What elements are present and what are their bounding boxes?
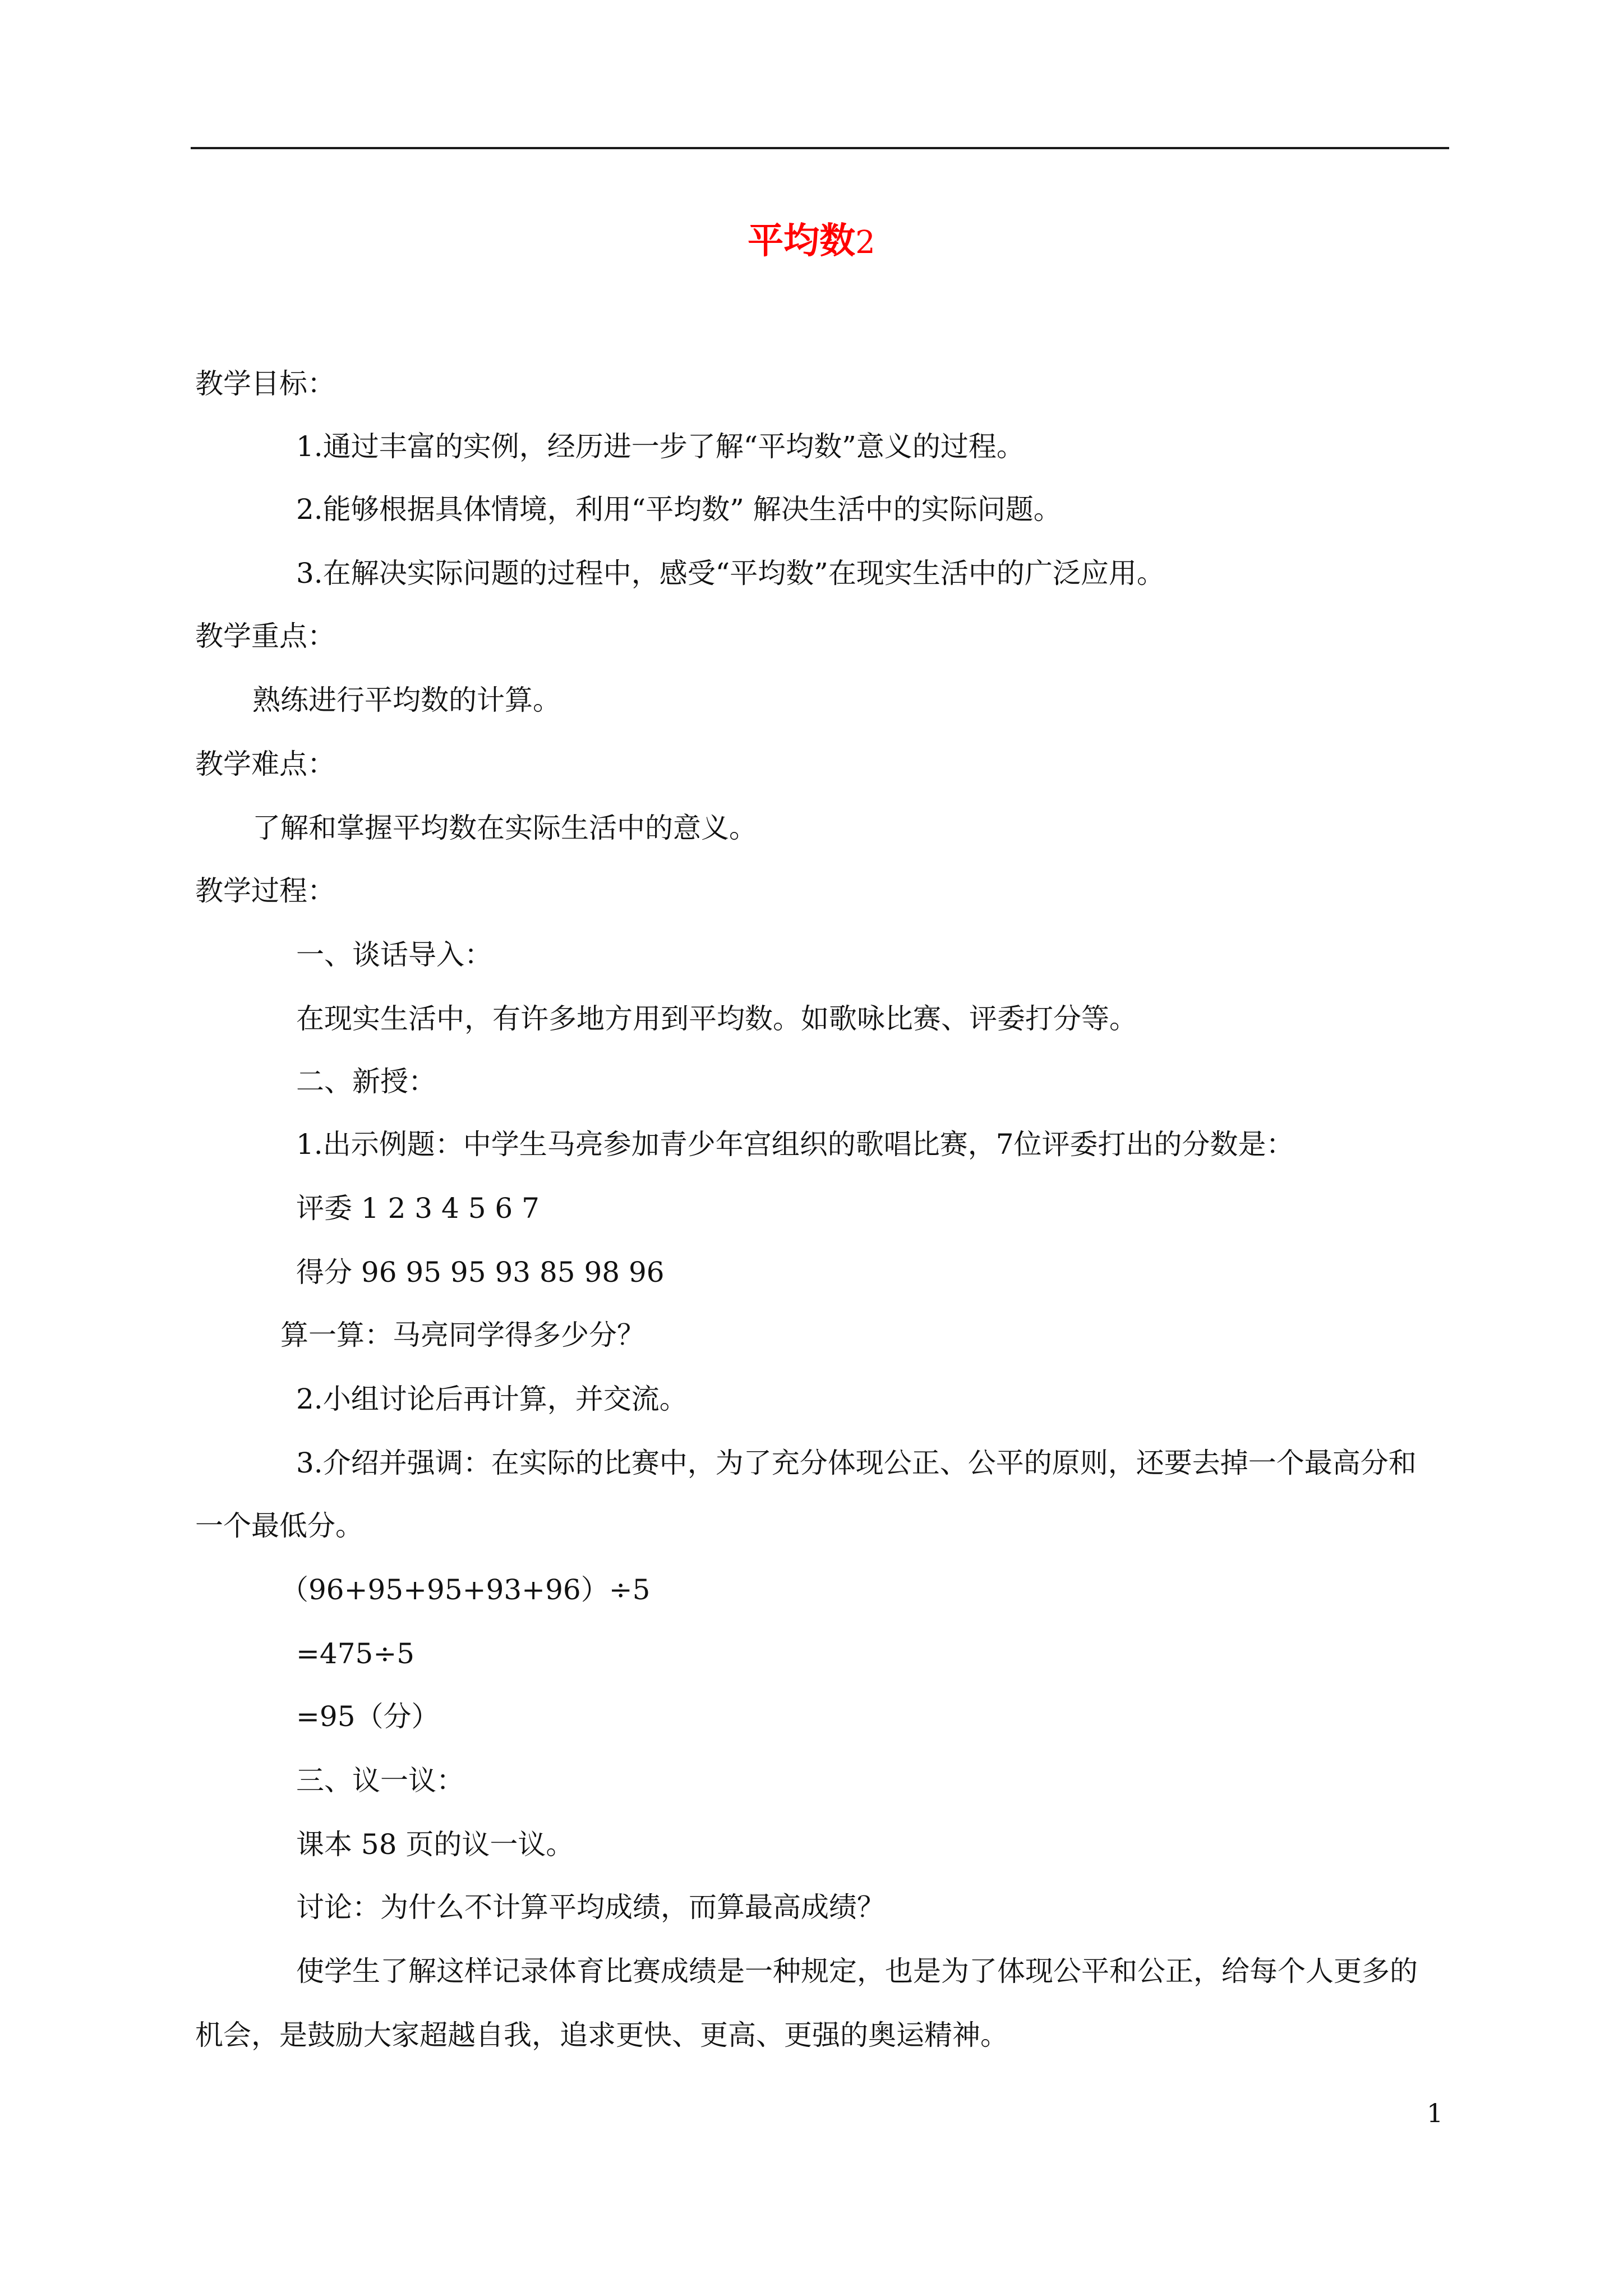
explanation-line-2: 机会，是鼓励大家超越自我，追求更快、更高、更强的奥运精神。 (195, 2019, 1008, 2051)
key-heading: 教学重点： (195, 620, 335, 652)
judges-row: 评委 1 2 3 4 5 6 7 (296, 1192, 540, 1225)
section-3-heading: 三、议一议： (296, 1764, 464, 1797)
title-suffix: 2 (855, 224, 875, 261)
section-2-item-2: 2.小组讨论后再计算，并交流。 (296, 1383, 688, 1415)
difficulty-text: 了解和掌握平均数在实际生活中的意义。 (252, 812, 757, 844)
section-3-text: 课本 58 页的议一议。 (296, 1828, 574, 1861)
section-2-heading: 二、新授： (296, 1065, 436, 1098)
formula-line-1: （96+95+95+93+96）÷5 (280, 1573, 651, 1606)
section-2-item-1: 1.出示例题：中学生马亮参加青少年宫组织的歌唱比赛，7位评委打出的分数是： (296, 1128, 1294, 1161)
section-1-text: 在现实生活中，有许多地方用到平均数。如歌咏比赛、评委打分等。 (296, 1002, 1137, 1035)
scores-row: 得分 96 95 95 93 85 98 96 (296, 1256, 665, 1289)
formula-line-3: =95（分） (296, 1700, 440, 1733)
goal-3: 3.在解决实际问题的过程中，感受“平均数”在现实生活中的广泛应用。 (296, 557, 1165, 590)
process-heading: 教学过程： (195, 875, 335, 907)
formula-line-2: =475÷5 (296, 1637, 415, 1670)
calc-prompt: 算一算：马亮同学得多少分？ (280, 1319, 645, 1351)
explanation-line-1: 使学生了解这样记录体育比赛成绩是一种规定，也是为了体现公平和公正，给每个人更多的 (296, 1955, 1418, 1987)
difficulty-heading: 教学难点： (195, 748, 335, 780)
document-title (0, 213, 1623, 271)
goals-heading: 教学目标： (195, 367, 335, 400)
section-2-item-3-line-1: 3.介绍并强调：在实际的比赛中，为了充分体现公正、公平的原则，还要去掉一个最高分和 (296, 1447, 1417, 1479)
header-rule (191, 147, 1449, 149)
discussion-question: 讨论：为什么不计算平均成绩，而算最高成绩？ (296, 1891, 885, 1924)
section-1-heading: 一、谈话导入： (296, 938, 492, 971)
page-number: 1 (1427, 2098, 1444, 2128)
key-text: 熟练进行平均数的计算。 (252, 684, 561, 716)
title-main: 平均数 (748, 220, 856, 262)
goal-2: 2.能够根据具体情境，利用“平均数” 解决生活中的实际问题。 (296, 493, 1062, 526)
section-2-item-3-line-2: 一个最低分。 (195, 1510, 363, 1542)
goal-1: 1.通过丰富的实例，经历进一步了解“平均数”意义的过程。 (296, 430, 1025, 463)
